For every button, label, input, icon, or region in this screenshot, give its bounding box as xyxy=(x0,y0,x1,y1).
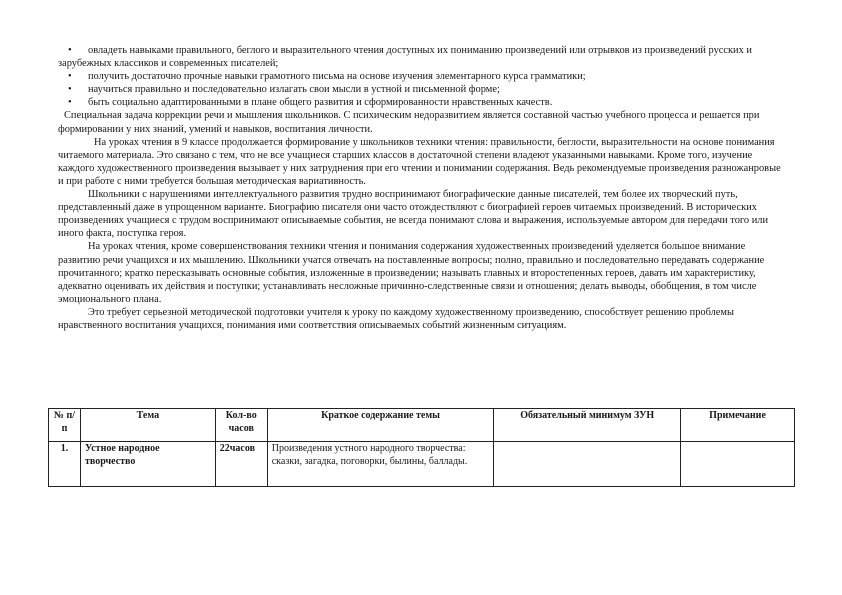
cell-summary: Произведения устного народного творчества: сказки, загадка, поговорки, былины, баллады. xyxy=(267,442,494,487)
bullet-dot-icon: • xyxy=(68,84,72,96)
cell-note xyxy=(681,442,795,487)
header-theme: Тема xyxy=(80,409,215,442)
bullet-dot-icon: • xyxy=(68,97,72,109)
goal-bullet-3 xyxy=(58,83,786,96)
bullet-dot-icon: • xyxy=(68,71,72,83)
goal-bullet-4 xyxy=(58,96,786,109)
header-note: Примечание xyxy=(681,409,795,442)
cell-hours: 22часов xyxy=(215,442,267,487)
thematic-plan-table xyxy=(48,408,795,487)
header-summary: Краткое содержание темы xyxy=(267,409,494,442)
bullet-text: овладеть навыками правильного, беглого и выразительного чтения доступных их пониманию произведений или отрывков из произведений русских и зарубежных классиков и современных писателей; xyxy=(58,45,752,70)
bullet-dot-icon: • xyxy=(68,45,72,56)
bullet-text: получить достаточно прочные навыки грамотного письма на основе изучения элементарного курса грамматики; xyxy=(88,71,586,83)
paragraph-biography-difficulty: Школьники с нарушениями интеллектуального развития трудно воспринимают биографические данные писателей, тем более их творческий путь, представленный даже в упрощенном варианте. Биографию писателя они часто отождествляют с биографией героев читаемых произведений. В исторических произведениях учащиеся с трудом воспринимают описываемые события, не всегда понимают слова и выражения, используемые автором для передачи того или иного факта, поступка героя. xyxy=(58,189,769,240)
header-num: № п/п xyxy=(49,409,81,442)
cell-minimum xyxy=(494,442,681,487)
paragraph-methodical-preparation: Это требует серьезной методической подготовки учителя к уроку по каждому художественному произведению, способствует решению проблемы нравственного воспитания учащихся, понимания ими соответствия описываемых событий жизненным ситуациям. xyxy=(58,306,734,331)
paragraph-reading-technique: На уроках чтения в 9 классе продолжается формирование у школьников техники чтения: правильности, беглости, выразительности на основе понимания читаемого материала. Это связано с тем, что не все учащиеся старших классов в достаточной степени владеют указанными навыками. Кроме того, изучение каждого художественного произведения вызывает у них затруднения при его чтении и понимании содержания. Ведь рекомендуемые произведения разножанровые и при работе с ними требуется большая методическая вариативность. xyxy=(58,136,781,187)
goal-bullet-1 xyxy=(58,44,786,70)
table-row xyxy=(49,442,795,487)
goal-bullet-2 xyxy=(58,70,786,83)
header-hours: Кол-во часов xyxy=(215,409,267,442)
paragraph-correction-task: Специальная задача коррекции речи и мышления школьников. С психическим недоразвитием является составной частью учебного процесса и решается при формировании у них знаний, умений и навыков, воспитания личности. xyxy=(58,110,760,135)
header-minimum: Обязательный минимум ЗУН xyxy=(494,409,681,442)
bullet-text: научиться правильно и последовательно излагать свои мысли в устной и письменной форме; xyxy=(88,84,500,96)
cell-num: 1. xyxy=(49,442,81,487)
document-body xyxy=(58,44,786,332)
table-header-row xyxy=(49,409,795,442)
cell-theme: Устное народное творчество xyxy=(80,442,215,487)
paragraph-speech-development: На уроках чтения, кроме совершенствования техники чтения и понимания содержания художественных произведений уделяется большое внимание развитию речи учащихся и их мышлению. Школьники учатся отвечать на поставленные вопросы; полно, правильно и последовательно передавать содержание прочитанного; кратко пересказывать основные события, изложенные в произведении; называть главных и второстепенных героев, давать им характеристику, адекватно оценивать их действия и поступки; устанавливать несложные причинно-следственные связи и отношения; делать выводы, обобщения, в том числе эмоционального плана. xyxy=(58,241,765,305)
bullet-text: быть социально адаптированными в плане общего развития и сформированности нравственных качеств. xyxy=(88,97,553,109)
